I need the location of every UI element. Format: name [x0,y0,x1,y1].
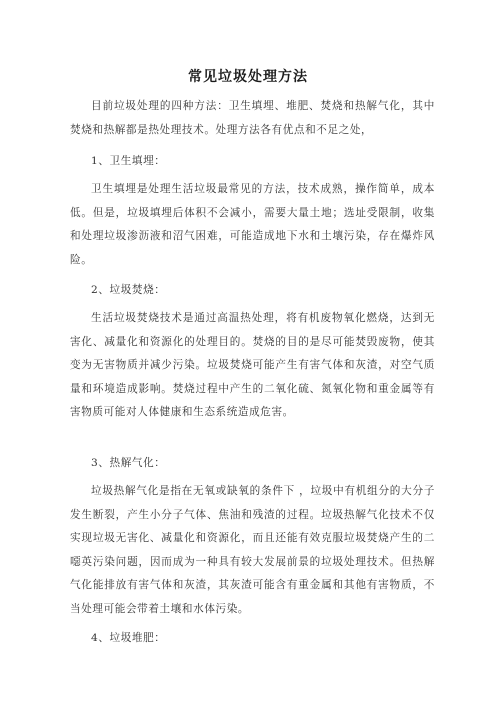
section-heading-landfill: 1、卫生填埋： [91,155,166,167]
section-heading-pyrolysis: 3、热解气化： [91,457,166,469]
section-paragraph-pyrolysis: 垃圾热解气化是指在无氧或缺氧的条件下 ，垃圾中有机组分的大分子发生断裂，产生小分子气体、焦油和残渣的过程。垃圾热解气化技术不仅实现垃圾无害化、减量化和资源化，而且还能有效克服垃圾焚烧产生的二噁英污染问题，因而成为一种具有较大发展前景的垃圾处理技术。但热解气化能排放有害气体和灰渣，其灰渣可能含有重金属和其他有害物质，不当处理可能会带着土壤和水体污染。 [70,485,435,615]
section-heading-incineration: 2、垃圾焚烧： [91,284,166,296]
section-heading-composting: 4、垃圾堆肥： [91,632,166,644]
section-paragraph-landfill: 卫生填埋是处理生活垃圾最常见的方法，技术成熟，操作简单，成本低。但是，垃圾填埋后体积不会减小，需要大量土地；选址受限制，收集和处理垃圾渗沥液和沼气困难，可能造成地下水和土壤污染，存在爆炸风险。 [70,183,435,266]
section-paragraph-incineration: 生活垃圾焚烧技术是通过高温热处理，将有机废物氧化燃烧，达到无害化、减量化和资源化的处理目的。焚烧的目的是尽可能焚毁废物，使其变为无害物质并减少污染。垃圾焚烧可能产生有害气体和灰渣，对空气质量和环境造成影响。焚烧过程中产生的二氧化硫、氮氧化物和重金属等有害物质可能对人体健康和生态系统造成危害。 [70,312,435,418]
document-title: 常见垃圾处理方法 [188,69,308,85]
intro-paragraph: 目前垃圾处理的四种方法：卫生填埋、堆肥、焚烧和热解气化，其中焚烧和热解都是热处理技术。处理方法各有优点和不足之处， [70,100,435,136]
